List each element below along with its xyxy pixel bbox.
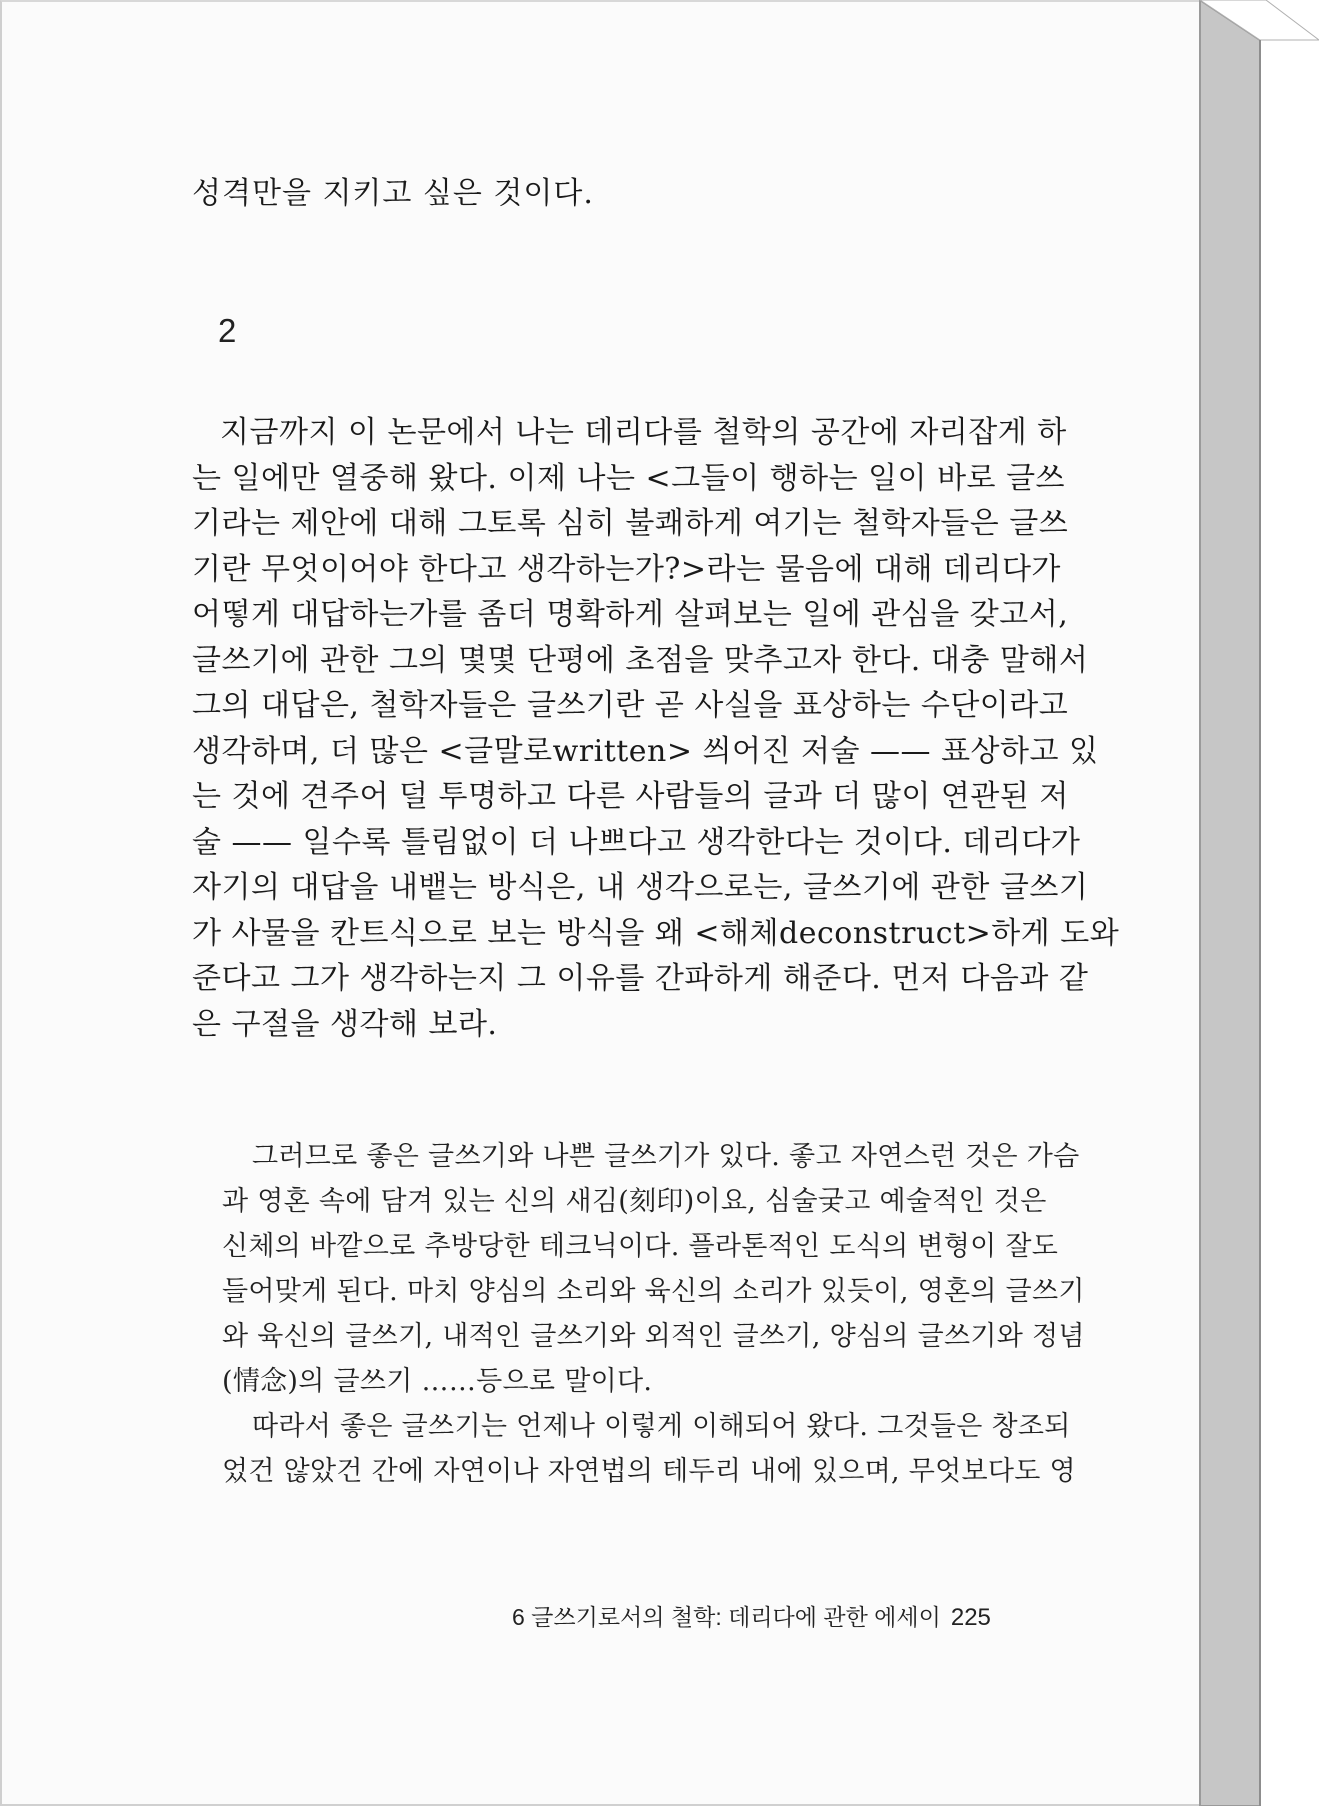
quote-line: (情念)의 글쓰기 ……등으로 말이다.: [222, 1366, 653, 1397]
body-line: 준다고 그가 생각하는지 그 이유를 간파하게 해준다. 먼저 다음과 같: [192, 961, 1089, 996]
body-line: 생각하며, 더 많은 <글말로written> 씌어진 저술 —— 표상하고 있: [192, 733, 1099, 769]
page-number: 225: [950, 1604, 991, 1631]
body-line: 어떻게 대답하는가를 좀더 명확하게 살펴보는 일에 관심을 갖고서,: [192, 597, 1069, 632]
quote-line: 들어맞게 된다. 마치 양심의 소리와 육신의 소리가 있듯이, 영혼의 글쓰기: [222, 1276, 1085, 1307]
body-line: 기라는 제안에 대해 그토록 심히 불쾌하게 여기는 철학자들은 글쓰: [192, 506, 1069, 541]
body-line: 술 —— 일수록 틀림없이 더 나쁘다고 생각한다는 것이다. 데리다가: [192, 824, 1081, 860]
quote-line: 과 영혼 속에 담겨 있는 신의 새김(刻印)이요, 심술궂고 예술적인 것은: [222, 1186, 1047, 1217]
book-spine-face: [1200, 0, 1260, 1806]
carry-over-line: 성격만을 지키고 싶은 것이다.: [192, 176, 594, 211]
body-line: 자기의 대답을 내뱉는 방식은, 내 생각으로는, 글쓰기에 관한 글쓰기: [192, 870, 1089, 905]
block-quote: [222, 1134, 1085, 1494]
section-number: 2: [218, 312, 237, 349]
quote-line: 신체의 바깥으로 추방당한 테크닉이다. 플라톤적인 도식의 변형이 잘도: [222, 1231, 1059, 1262]
body-line: 가 사물을 칸트식으로 보는 방식을 왜 <해체deconstruct>하게 도와: [192, 915, 1120, 951]
quote-line: 따라서 좋은 글쓰기는 언제나 이렇게 이해되어 왔다. 그것들은 창조되: [252, 1411, 1071, 1442]
book-side-edge: [1196, 0, 1319, 1806]
quote-line: 그러므로 좋은 글쓰기와 나쁜 글쓰기가 있다. 좋고 자연스런 것은 가슴: [252, 1141, 1080, 1172]
body-line: 는 일에만 열중해 왔다. 이제 나는 <그들이 행하는 일이 바로 글쓰: [192, 460, 1066, 496]
body-line: 그의 대답은, 철학자들은 글쓰기란 곧 사실을 표상하는 수단이라고: [192, 688, 1069, 723]
body-paragraph: [192, 410, 1120, 1047]
body-line: 는 것에 견주어 덜 투명하고 다른 사람들의 글과 더 많이 연관된 저: [192, 779, 1069, 814]
body-line: 글쓰기에 관한 그의 몇몇 단평에 초점을 맞추고자 한다. 대충 말해서: [192, 642, 1089, 678]
body-line: 기란 무엇이어야 한다고 생각하는가?>라는 물음에 대해 데리다가: [192, 551, 1061, 587]
quote-line: 와 육신의 글쓰기, 내적인 글쓰기와 외적인 글쓰기, 양심의 글쓰기와 정념: [222, 1321, 1085, 1352]
body-line: 지금까지 이 논문에서 나는 데리다를 철학의 공간에 자리잡게 하: [220, 415, 1067, 450]
body-line: 은 구절을 생각해 보라.: [192, 1006, 498, 1042]
footer-title: 6 글쓰기로서의 철학: 데리다에 관한 에세이: [512, 1604, 941, 1630]
running-footer: [512, 1599, 991, 1632]
quote-line: 었건 않았건 간에 자연이나 자연법의 테두리 내에 있으며, 무엇보다도 영: [222, 1456, 1076, 1487]
